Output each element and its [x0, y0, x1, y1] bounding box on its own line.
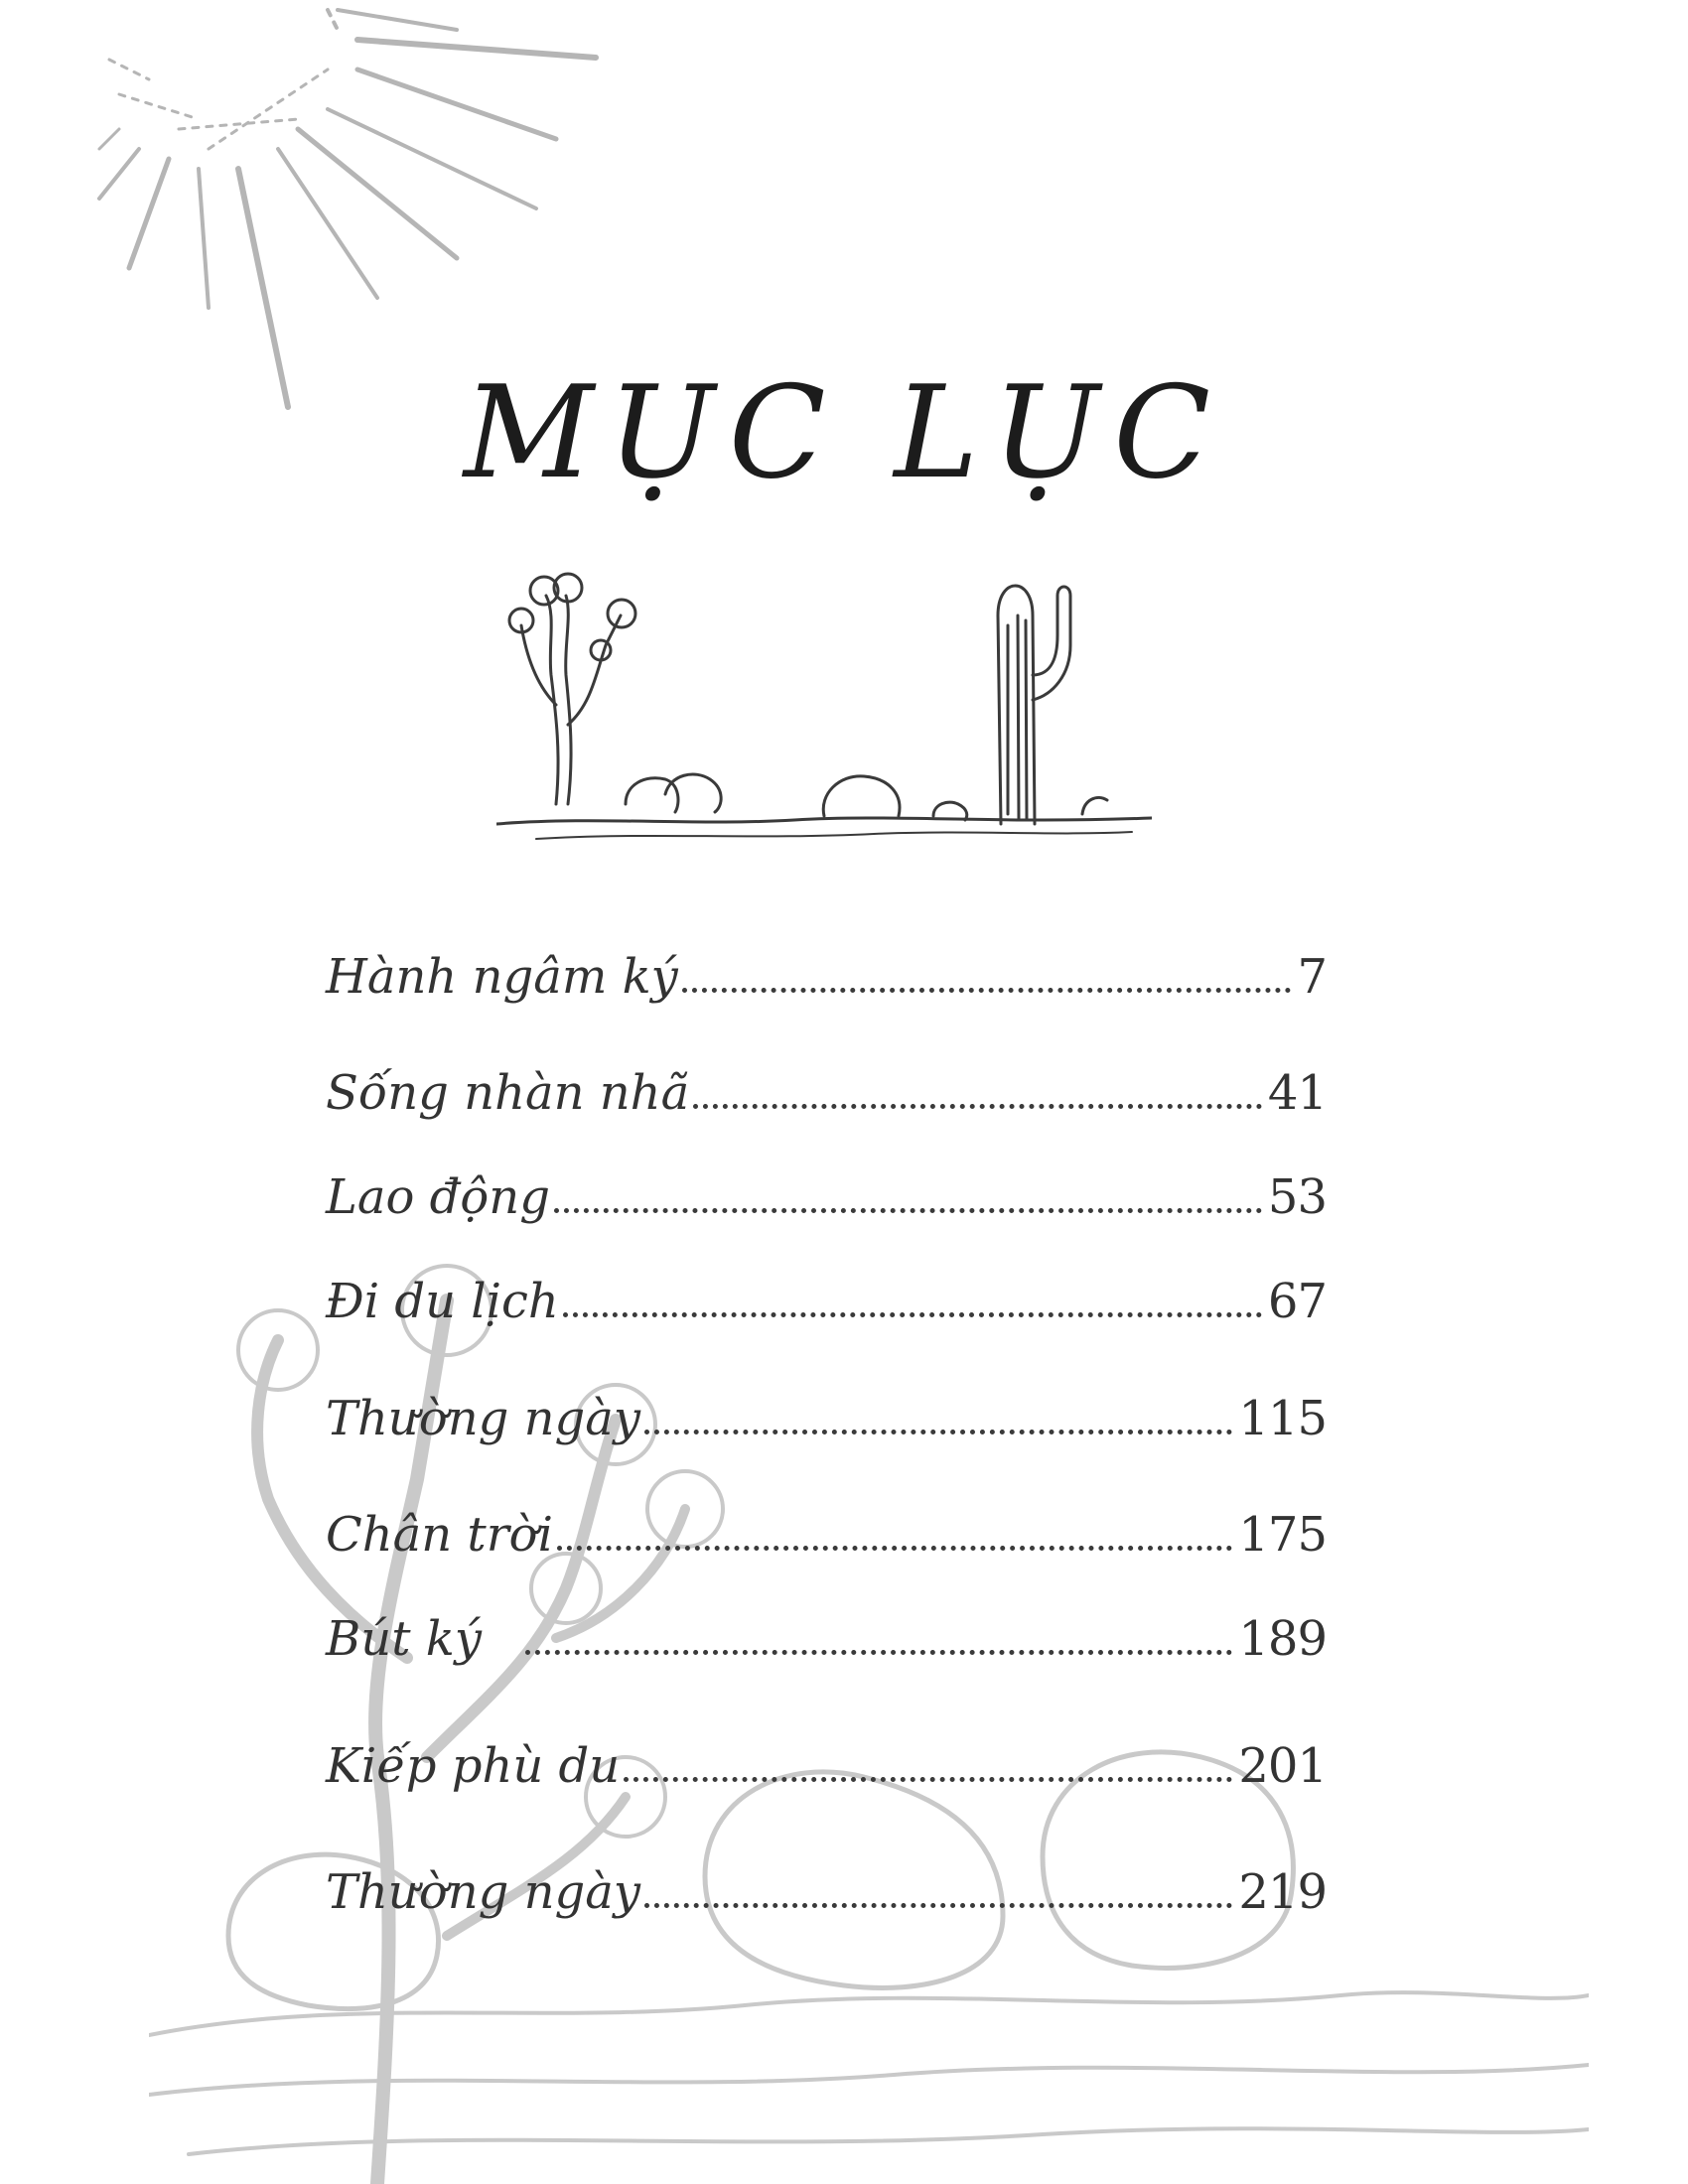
cactus-desert-illustration	[496, 556, 1152, 854]
toc-leader-dots	[693, 1104, 1262, 1109]
toc-page-number: 115	[1238, 1391, 1327, 1446]
toc-entry-title: Đi du lịch	[326, 1274, 559, 1329]
toc-entry-title: Kiếp phù du	[326, 1738, 621, 1794]
toc-page-number: 7	[1297, 949, 1327, 1005]
toc-entry[interactable]	[326, 1274, 1327, 1329]
toc-entry[interactable]	[326, 1738, 1327, 1794]
toc-entry[interactable]	[326, 949, 1327, 1005]
toc-leader-dots	[525, 1650, 1232, 1655]
toc-leader-dots	[644, 1903, 1232, 1908]
toc-entry[interactable]	[326, 1864, 1327, 1920]
toc-leader-dots	[624, 1777, 1232, 1782]
toc-page-number: 201	[1238, 1738, 1327, 1794]
toc-page-number: 53	[1267, 1169, 1327, 1225]
toc-entry-title: Chân trời	[326, 1507, 553, 1563]
toc-page-number: 41	[1267, 1065, 1327, 1121]
toc-entry[interactable]	[326, 1507, 1327, 1563]
toc-entry[interactable]	[326, 1391, 1327, 1446]
toc-leader-dots	[644, 1430, 1232, 1434]
toc-entry[interactable]	[326, 1065, 1327, 1121]
toc-leader-dots	[557, 1546, 1232, 1551]
toc-entry-title: Lao động	[326, 1169, 550, 1225]
toc-leader-dots	[682, 988, 1292, 993]
toc-entry-title: Hành ngâm ký	[326, 949, 678, 1005]
toc-leader-dots	[563, 1312, 1262, 1317]
toc-entry-title: Thường ngày	[326, 1864, 641, 1920]
toc-page-number: 219	[1238, 1864, 1327, 1920]
toc-page-number: 175	[1238, 1507, 1327, 1563]
toc-leader-dots	[554, 1208, 1262, 1213]
toc-entry[interactable]	[326, 1169, 1327, 1225]
toc-entry[interactable]	[326, 1611, 1327, 1667]
toc-entry-title: Sống nhàn nhã	[326, 1065, 690, 1121]
background-cactus-landscape-illustration	[149, 1241, 1589, 2184]
toc-page-number: 189	[1238, 1611, 1327, 1667]
page-title: MỤC LỤC	[463, 359, 1225, 507]
toc-entry-title: Bút ký	[326, 1611, 482, 1667]
toc-page-number: 67	[1267, 1274, 1327, 1329]
toc-entry-title: Thường ngày	[326, 1391, 641, 1446]
